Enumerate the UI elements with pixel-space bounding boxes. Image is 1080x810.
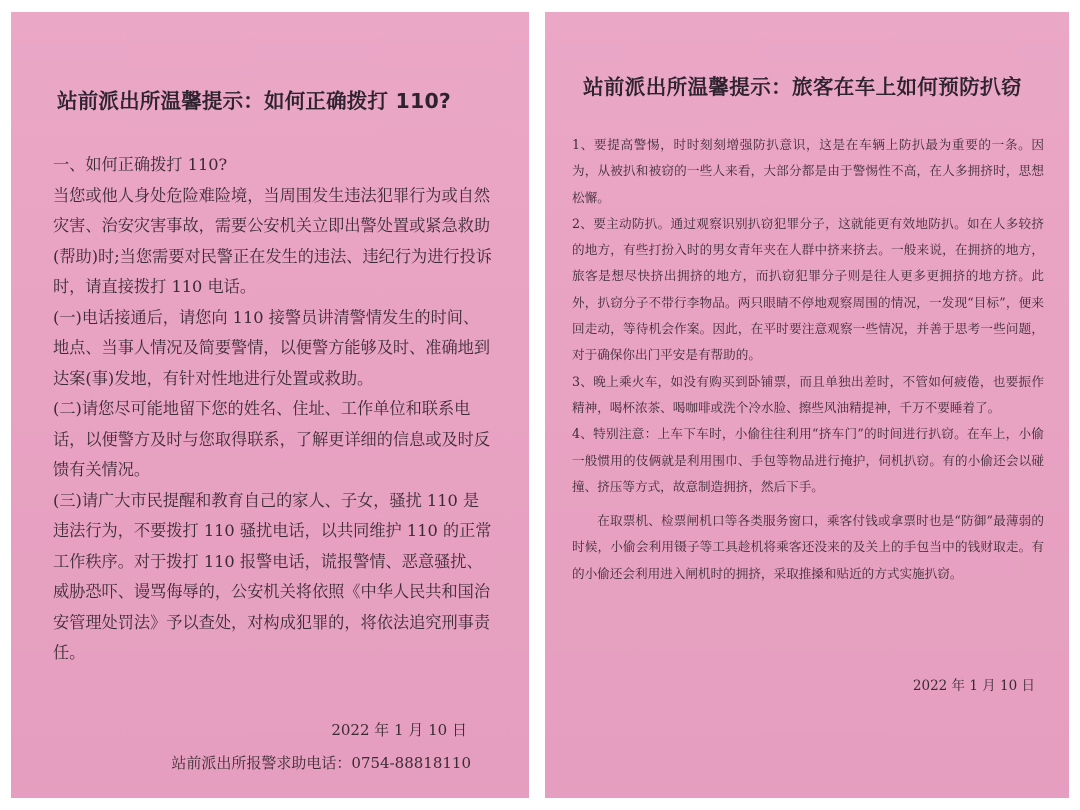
notice-sheet-left [11,12,529,798]
left-notice-paragraph: 一、如何正确拨打 110? [53,155,228,174]
hotline-number: 0754-88818110 [351,754,471,772]
right-notice-paragraph: 2、要主动防扒。通过观察识别扒窃犯罪分子，这就能更有效地防扒。如在人多较挤的地方，有些打扮入时的男女青年夹在人群中挤来挤去。一般来说，在拥挤的地方，旅客是想尽快挤出拥挤的地方，而扒窃犯罪分子则是往人更多更拥挤的地方挤。此外，扒窃分子不带行李物品。两只眼睛不停地观察周围的情况，一发现“目标”，便来回走动，等待机会作案。因此，在平时要注意观察一些情况，并善于思考一些问题，对于确保你出门平安是有帮助的。 [572,215,1044,363]
left-notice-paragraph: (一)电话接通后，请您向 110 接警员讲清警情发生的时间、地点、当事人情况及简要警情，以便警方能够及时、准确地到达案(事)发地，有针对性地进行处置或救助。 [53,307,491,388]
right-notice-title: 站前派出所温馨提示：旅客在车上如何预防扒窃 [583,75,1022,99]
right-notice-body [572,132,1044,587]
notice-sheet-right [545,12,1069,798]
right-notice-date: 2022 年 1 月 10 日 [912,678,1035,694]
left-notice-paragraph: (三)请广大市民提醒和教育自己的家人、子女，骚扰 110 是违法行为，不要拨打 110 骚扰电话，以共同维护 110 的正常工作秩序。对于拨打 110 报警电话，谎报警情、恶意骚扰、威胁恐吓、谩骂侮辱的，公安机关将依照《中华人民共和国治安管理处罚法》予以查处，对构成犯罪的，将依法追究刑事责任。 [53,490,492,662]
left-notice-hotline [171,752,471,773]
left-notice-title: 站前派出所温馨提示：如何正确拨打 110? [57,89,452,113]
hotline-label: 站前派出所报警求助电话： [171,754,352,772]
right-notice-paragraph: 4、特别注意：上车下车时，小偷往往利用“挤车门”的时间进行扒窃。在车上，小偷一般惯用的伎俩就是利用围巾、手包等物品进行掩护，伺机扒窃。有的小偷还会以碰撞、挤压等方式，故意制造拥挤，然后下手。 [572,426,1044,494]
right-notice-paragraph: 1、要提高警惕，时时刻刻增强防扒意识，这是在车辆上防扒最为重要的一条。因为，从被扒和被窃的一些人来看，大部分都是由于警惕性不高，在人多拥挤时，思想松懈。 [572,137,1044,205]
right-notice-paragraph: 3、晚上乘火车，如没有购买到卧铺票，而且单独出差时，不管如何疲倦，也要振作精神，喝杯浓茶、喝咖啡或洗个冷水脸、擦些风油精提神，千万不要睡着了。 [572,373,1044,415]
left-notice-body [53,150,493,669]
left-notice-date: 2022 年 1 月 10 日 [331,721,467,739]
left-notice-paragraph: (二)请您尽可能地留下您的姓名、住址、工作单位和联系电话，以便警方及时与您取得联系，了解更详细的信息或及时反馈有关情况。 [53,399,491,479]
left-notice-paragraph: 当您或他人身处危险难险境，当周围发生违法犯罪行为或自然灾害、治安灾害事故，需要公安机关立即出警处置或紧急救助(帮助)时;当您需要对民警正在发生的违法、违纪行为进行投诉时，请直接拨打 110 电话。 [53,185,492,296]
right-notice-paragraph: 在取票机、检票闸机口等各类服务窗口，乘客付钱或拿票时也是“防御”最薄弱的时候，小偷会利用镊子等工具趁机将乘客还没来的及关上的手包当中的钱财取走。有的小偷还会利用进入闸机时的拥挤，采取推搡和贴近的方式实施扒窃。 [572,513,1044,581]
